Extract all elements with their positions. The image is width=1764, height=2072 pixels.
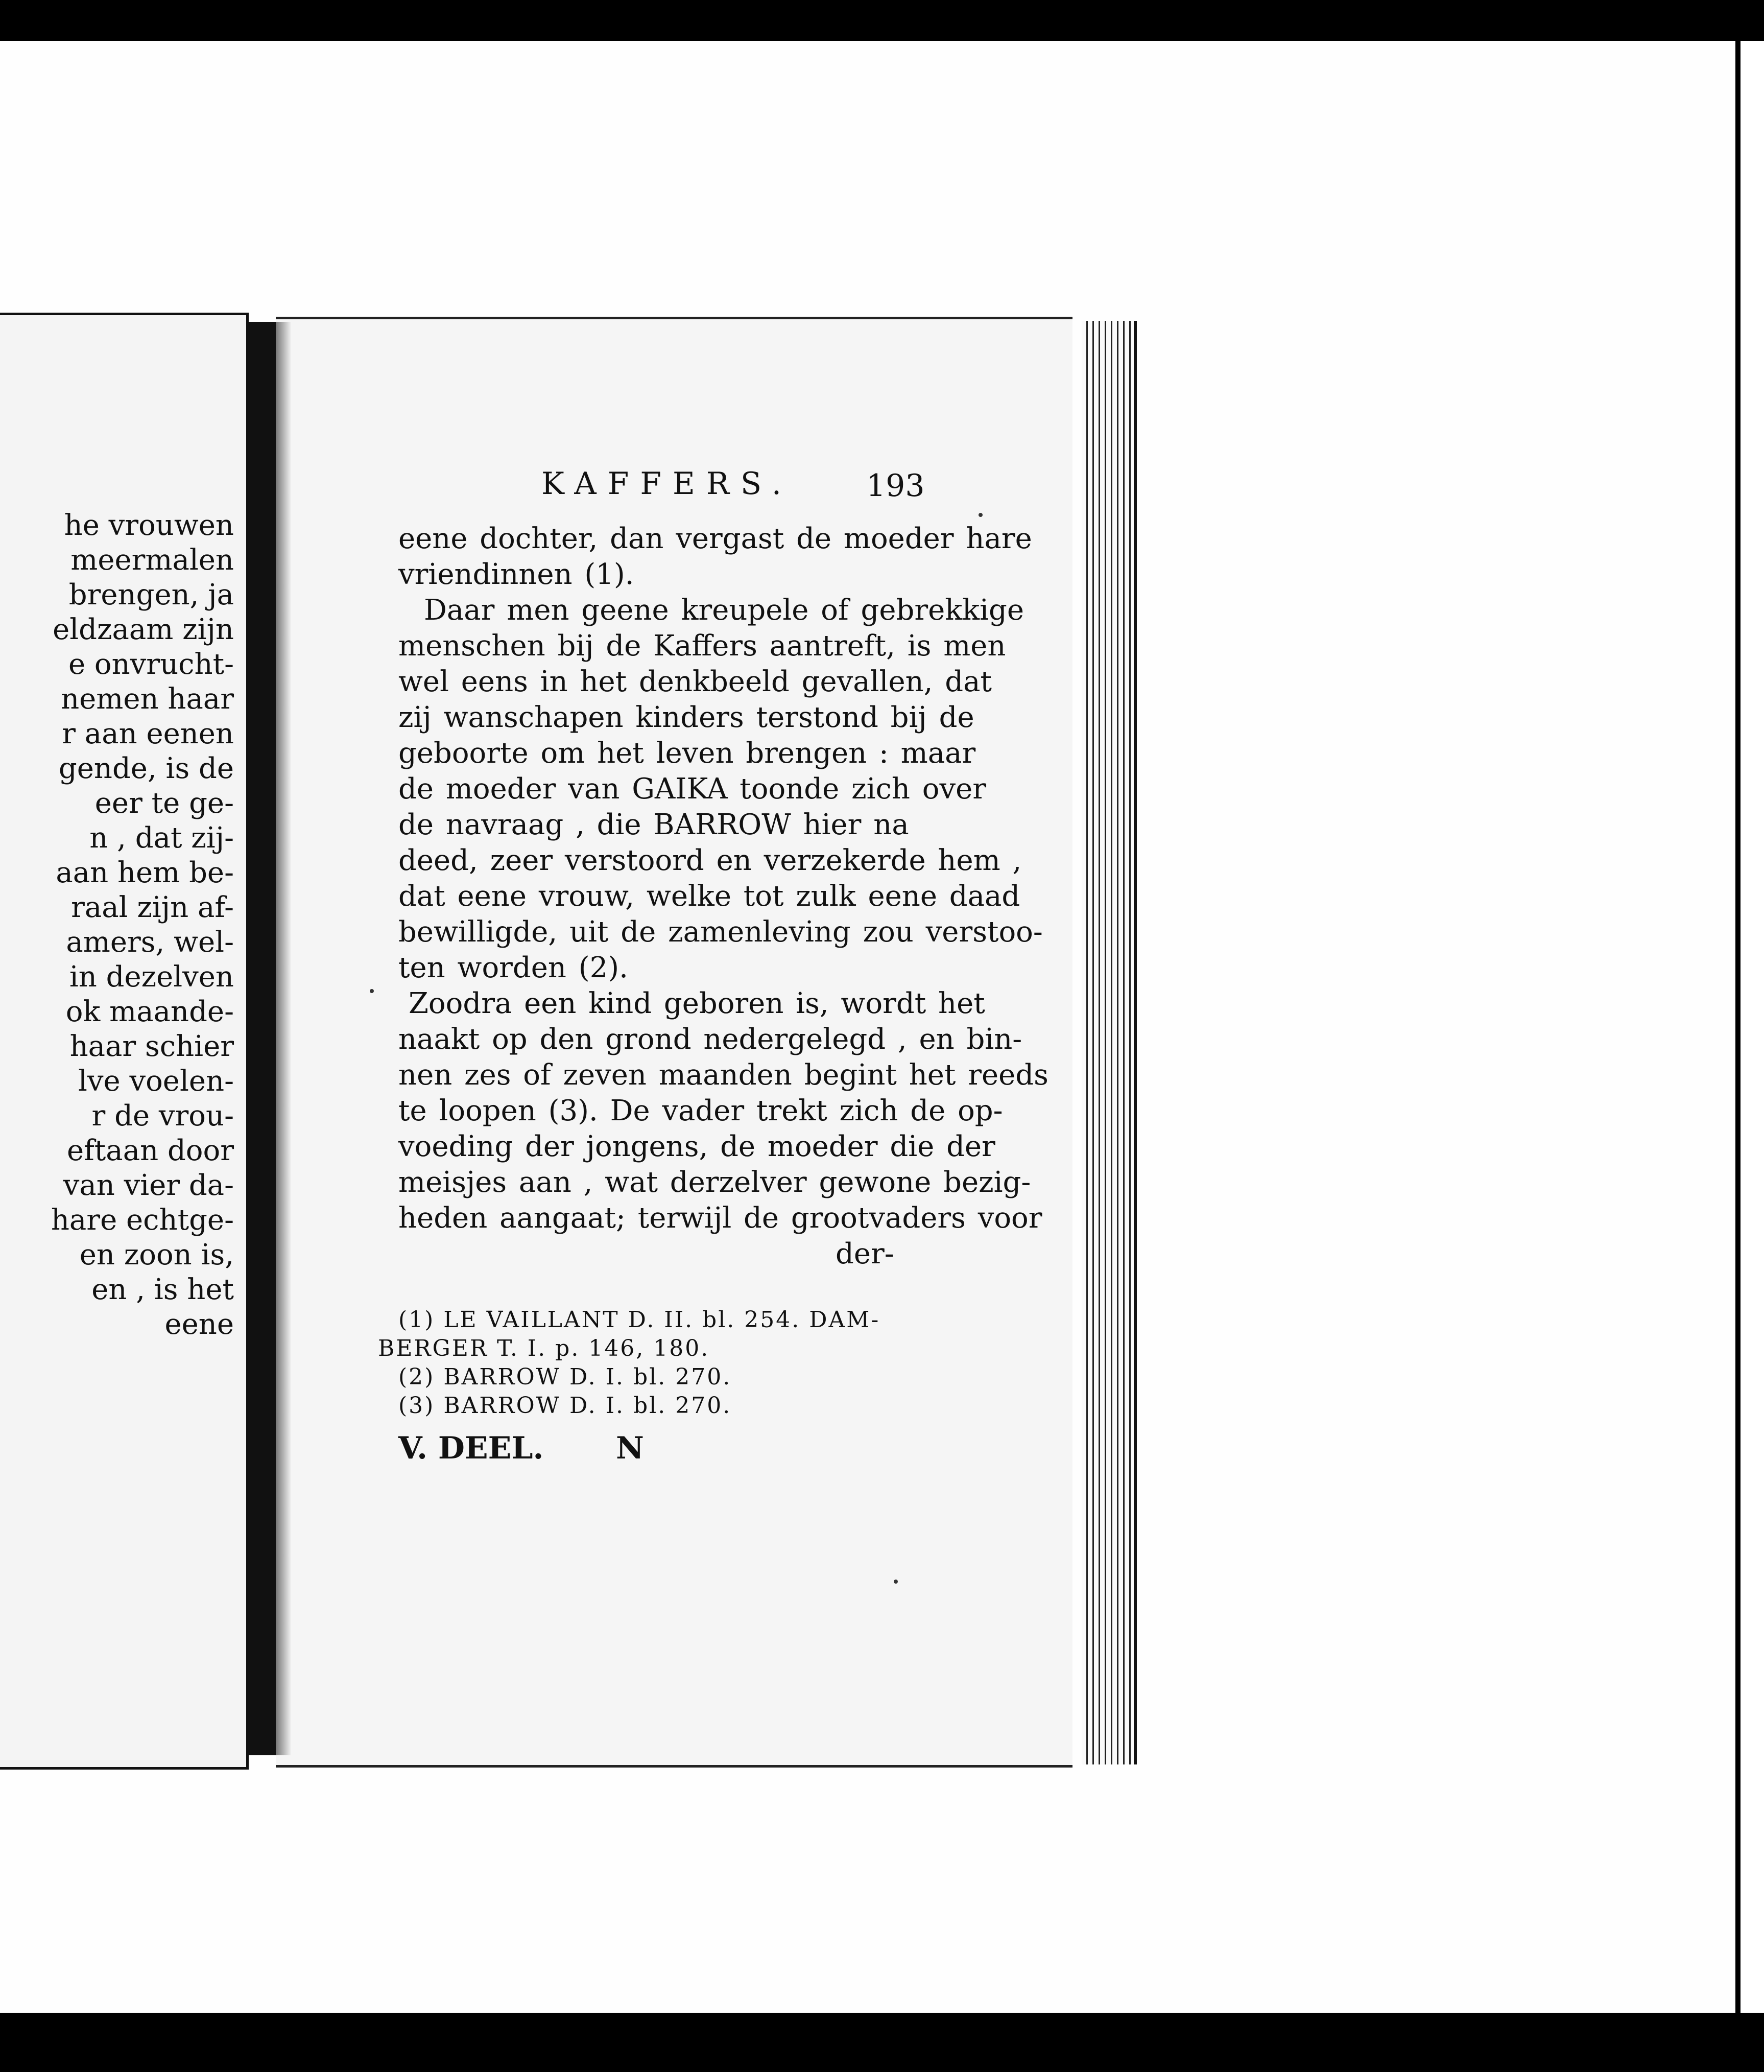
left-line: ok maande- [65,995,234,1028]
body-line: voeding der jongens, de moeder die der [398,1130,995,1163]
left-page [0,313,249,1770]
left-line: brengen, ja [68,578,234,611]
body-line: nen zes of zeven maanden begint het reeds [398,1058,1048,1092]
body-line: Zoodra een kind geboren is, wordt het [409,987,985,1020]
left-line: gende, is de [58,752,234,785]
body-line: ten worden (2). [398,951,628,984]
left-line: lve voelen- [78,1065,234,1098]
body-line: eene dochter, dan vergast de moeder hare [398,522,1032,555]
body-line: menschen bij de Kaffers aantreft, is men [398,629,1006,663]
book-gutter [247,322,276,1755]
left-line: aan hem be- [56,856,234,889]
body-line: meisjes aan , wat derzelver gewone bezig- [398,1166,1031,1199]
left-line: meermalen [70,544,234,577]
page-edges [1082,321,1137,1764]
body-line: vriendinnen (1). [398,558,634,591]
scan-border-top [0,0,1764,41]
left-line: eldzaam zijn [53,613,234,646]
running-head: KAFFERS. [541,466,793,502]
paper-speck [370,989,374,993]
footnote-line: (3) BARROW D. I. bl. 270. [398,1393,732,1419]
left-line: raal zijn af- [71,891,234,924]
body-line: de navraag , die BARROW hier na [398,808,909,841]
left-line: hare echtge- [51,1204,234,1237]
left-line: eftaan door [66,1134,234,1167]
spine-shadow [276,322,291,1755]
paper-speck [979,513,983,517]
signature-letter: N [616,1430,644,1466]
catchword: der- [836,1237,894,1270]
left-line: en , is het [91,1273,234,1306]
footnote-line: BERGER T. I. p. 146, 180. [378,1335,710,1361]
left-line: r aan eenen [62,717,234,750]
body-line: deed, zeer verstoord en verzekerde hem , [398,844,1022,877]
left-line: eer te ge- [94,787,234,820]
left-line: haar schier [69,1030,234,1063]
scan-border-bottom [0,2013,1764,2072]
scan-edge-right [1735,41,1741,2013]
body-line: naakt op den grond nedergelegd , en bin- [398,1023,1022,1056]
body-line: wel eens in het denkbeeld gevallen, dat [398,665,992,698]
left-line: nemen haar [61,682,234,716]
body-line: heden aangaat; terwijl de grootvaders voor [398,1202,1042,1235]
left-line: in dezelven [69,960,234,994]
body-line: geboorte om het leven brengen : maar [398,737,976,770]
body-line: de moeder van GAIKA toonde zich over [398,772,986,806]
left-line: en zoon is, [79,1238,234,1272]
left-line: he vrouwen [64,509,234,542]
footnote-line: (2) BARROW D. I. bl. 270. [398,1364,732,1390]
page-number: 193 [866,468,925,504]
body-line: zij wanschapen kinders terstond bij de [398,701,974,734]
footnote-line: (1) LE VAILLANT D. II. bl. 254. DAM- [398,1307,880,1333]
left-line: n , dat zij- [89,821,234,855]
left-line: eene [164,1308,234,1341]
left-line: r de vrou- [91,1099,234,1133]
body-line: te loopen (3). De vader trekt zich de op- [398,1094,1003,1127]
body-line: Daar men geene kreupele of gebrekkige [424,594,1024,627]
body-line: bewilligde, uit de zamenleving zou verstoo- [398,915,1043,949]
paper-speck [894,1580,898,1584]
left-line: e onvrucht- [68,648,234,681]
left-line: amers, wel- [66,926,234,959]
signature-volume: V. DEEL. [398,1430,544,1466]
body-line: dat eene vrouw, welke tot zulk eene daad [398,880,1020,913]
left-line: van vier da- [63,1169,234,1202]
